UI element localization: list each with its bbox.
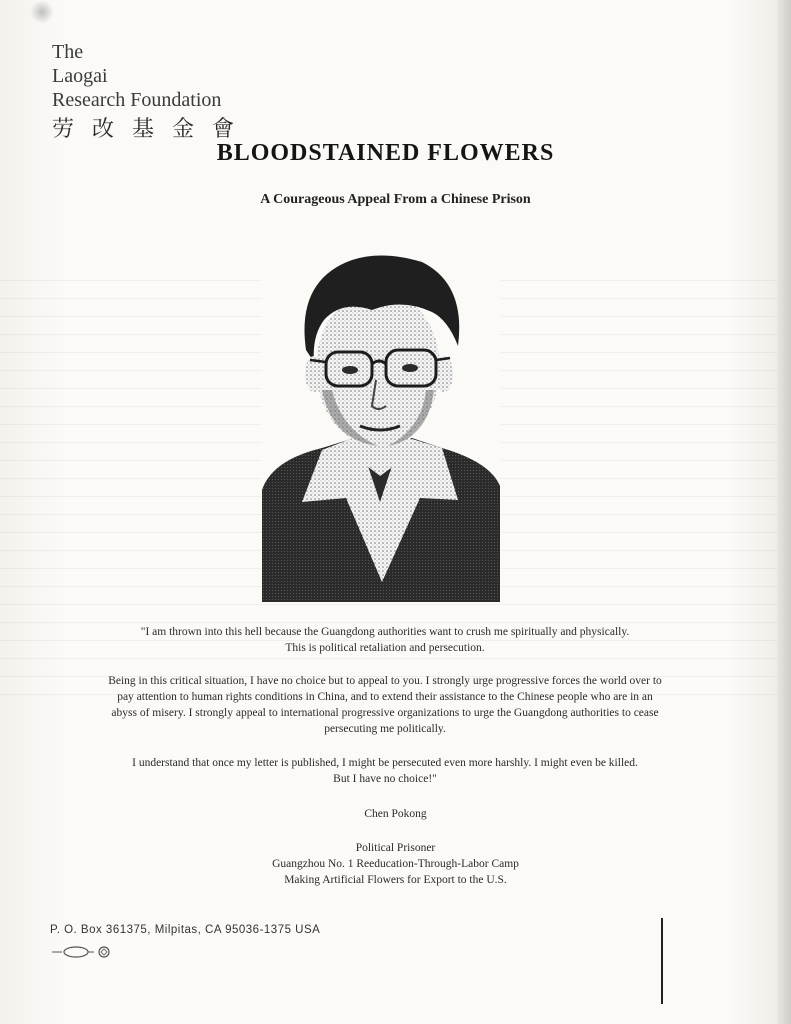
- quote-paragraph-2: [60, 673, 710, 737]
- signature-work: Making Artificial Flowers for Export to the U.S.: [284, 874, 507, 886]
- organization-chinese-name: 劳改基金會: [52, 117, 253, 142]
- org-line-research-foundation: Research Foundation: [52, 89, 222, 111]
- signature-location: Guangzhou No. 1 Reeducation-Through-Labor Camp: [272, 858, 519, 870]
- organization-name: [52, 40, 221, 112]
- signature-name: Chen Pokong: [364, 808, 427, 820]
- document-subtitle: A Courageous Appeal From a Chinese Prison: [260, 192, 531, 207]
- org-line-laogai: Laogai: [52, 65, 108, 87]
- mailing-address: P. O. Box 361375, Milpitas, CA 95036-1375 USA: [50, 924, 321, 936]
- margin-line: [661, 918, 663, 1004]
- document-title: [0, 140, 791, 167]
- quote-paragraph-3: [60, 755, 710, 787]
- document-title-text: BLOODSTAINED FLOWERS: [216, 140, 555, 166]
- quote-paragraph-1: [60, 624, 710, 656]
- quote-line: abyss of misery. I strongly appeal to international progressive organizations to urge the Guangdong authorities to cease: [111, 707, 659, 719]
- quote-line: Being in this critical situation, I have no choice but to appeal to you. I strongly urge progressive forces the world over to: [108, 675, 662, 687]
- quote-line: This is political retaliation and persecution.: [285, 642, 485, 654]
- portrait-photo: [262, 250, 500, 602]
- signature-details: [0, 840, 791, 888]
- quote-line: pay attention to human rights conditions in China, and to extend their assistance to the Chinese people who are in an: [117, 691, 653, 703]
- union-bug-icon: [52, 944, 112, 960]
- quote-line: persecuting me politically.: [324, 723, 446, 735]
- paper-smudge: [30, 0, 54, 24]
- quote-line: "I am thrown into this hell because the Guangdong authorities want to crush me spiritually and physically.: [140, 626, 630, 638]
- org-line-the: The: [52, 41, 84, 63]
- quote-line: I understand that once my letter is published, I might be persecuted even more harshly. I might even be killed.: [132, 757, 638, 769]
- quote-line: But I have no choice!": [333, 773, 437, 785]
- signature-role: Political Prisoner: [355, 842, 436, 854]
